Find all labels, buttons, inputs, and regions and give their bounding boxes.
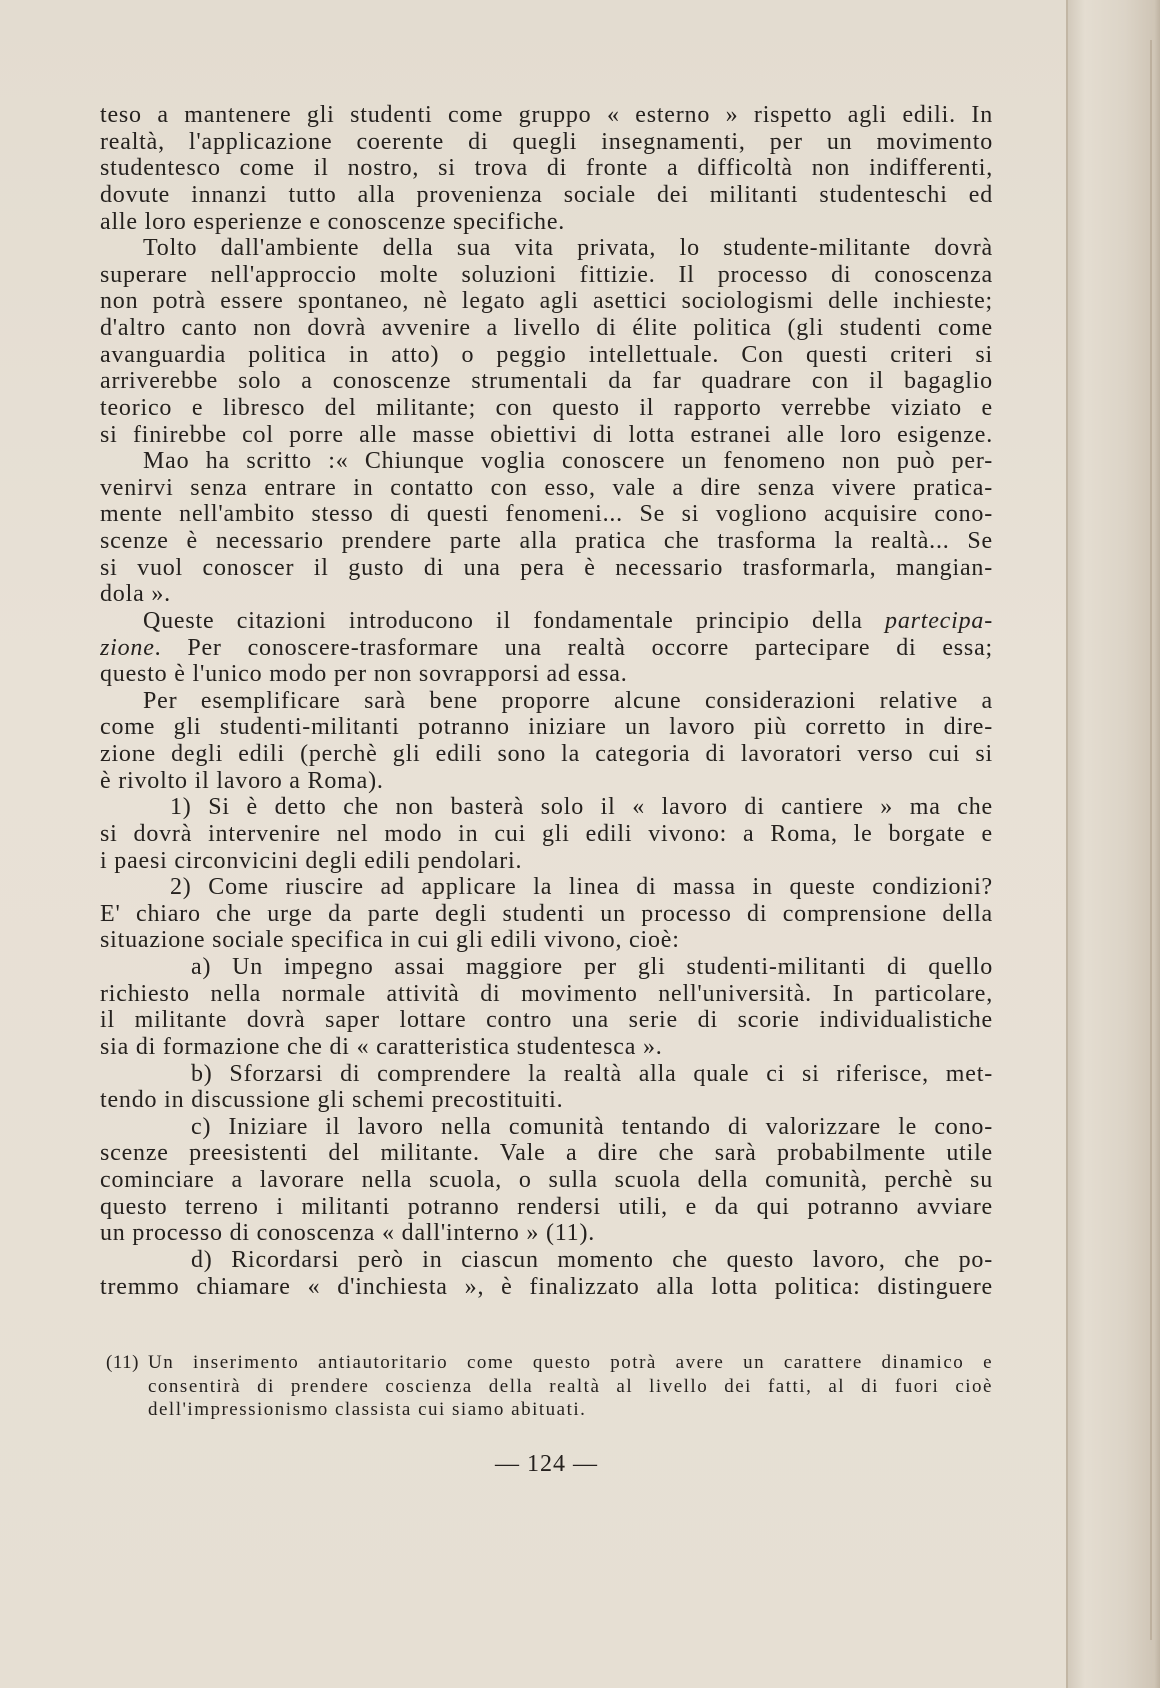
text-line: sia di formazione che di « caratteristica studentesca ». (100, 1033, 663, 1060)
text-line: realtà, l'applicazione coerente di quegli insegnamenti, per un movimento (100, 128, 993, 155)
text-line: questo è l'unico modo per non sovrapporsi ad essa. (100, 661, 628, 688)
text-line: Per esemplificare sarà bene proporre alcune considerazioni relative a (143, 687, 993, 714)
text-line: teorico e libresco del militante; con questo il rapporto verrebbe viziato e (100, 394, 993, 421)
text-line: questo terreno i militanti potranno rendersi utili, e da qui potranno avviare (100, 1193, 993, 1220)
text-line: Tolto dall'ambiente della sua vita privata, lo studente-militante dovrà (143, 235, 993, 262)
text-line: d'altro canto non dovrà avvenire a livello di élite politica (gli studenti come (100, 315, 993, 341)
text-line: dola ». (100, 581, 171, 608)
text-line: Mao ha scritto :« Chiunque voglia conoscere un fenomeno non può per- (143, 448, 993, 475)
text-line: superare nell'approccio molte soluzioni fittizie. Il processo di conoscenza (100, 261, 993, 288)
footnote-text (148, 1351, 993, 1422)
page-number: — 124 — (495, 1451, 598, 1477)
text-line: un processo di conoscenza « dall'interno » (11). (100, 1220, 596, 1247)
text-line: dovute innanzi tutto alla provenienza sociale dei militanti studenteschi ed (100, 181, 993, 208)
text-line: situazione sociale specifica in cui gli edili vivono, cioè: (100, 927, 680, 954)
footnote-line: consentirà di prendere coscienza della realtà al livello dei fatti, al di fuori cioè (148, 1375, 993, 1397)
text-line (100, 608, 993, 635)
text-line: si dovrà intervenire nel modo in cui gli edili vivono: a Roma, le borgate e (100, 820, 993, 847)
text-line: non potrà essere spontaneo, nè legato agli asettici sociologismi delle inchieste; (100, 288, 993, 315)
text-run: Queste citazioni introducono il fondamentale principio della (143, 607, 886, 634)
text-line: è rivolto il lavoro a Roma). (100, 767, 384, 794)
footnote-line: dell'impressionismo classista cui siamo abituati. (148, 1399, 587, 1420)
text-line: venirvi senza entrare in contatto con esso, vale a dire senza vivere pratica- (100, 474, 993, 501)
text-line: mente nell'ambito stesso di questi fenomeni... Se si vogliono acquisire cono- (100, 501, 993, 528)
lettered-item-line: c) Iniziare il lavoro nella comunità tentando di valorizzare le cono- (191, 1113, 993, 1140)
italic-term: zione (100, 634, 155, 661)
numbered-item-line: 2) Come riuscire ad applicare la linea di massa in queste condizioni? (170, 874, 993, 901)
text-line: teso a mantenere gli studenti come gruppo « esterno » rispetto agli edili. In (100, 102, 993, 128)
text-line (100, 635, 993, 662)
text-line: E' chiaro che urge da parte degli studenti un processo di comprensione della (100, 900, 993, 927)
text-line: richiesto nella normale attività di movimento nell'università. In particolare, (100, 980, 993, 1007)
text-line: il militante dovrà saper lottare contro una serie di scorie individualistiche (100, 1007, 993, 1034)
text-line: scenze è necessario prendere parte alla pratica che trasforma la realtà... Se (100, 528, 993, 554)
lettered-item-line: d) Ricordarsi però in ciascun momento che questo lavoro, che po- (191, 1246, 993, 1273)
text-line: cominciare a lavorare nella scuola, o sulla scuola della comunità, perchè su (100, 1167, 993, 1193)
italic-term: partecipa- (885, 607, 993, 634)
text-line: tendo in discussione gli schemi precostituiti. (100, 1087, 564, 1114)
text-line: i paesi circonvicini degli edili pendolari. (100, 847, 523, 874)
text-line: come gli studenti-militanti potranno iniziare un lavoro più corretto in dire- (100, 714, 993, 741)
text-run: . Per conoscere-trasformare una realtà occorre partecipare di essa; (154, 634, 993, 661)
lettered-item-line: b) Sforzarsi di comprendere la realtà alla quale ci si riferisce, met- (191, 1060, 993, 1087)
text-line: zione degli edili (perchè gli edili sono la categoria di lavoratori verso cui si (100, 741, 993, 767)
text-line: scenze preesistenti del militante. Vale a dire che sarà probabilmente utile (100, 1140, 993, 1167)
text-line: si finirebbe col porre alle masse obiettivi di lotta estranei alle loro esigenze. (100, 421, 993, 448)
footnote (106, 1351, 993, 1422)
text-line: tremmo chiamare « d'inchiesta », è finalizzato alla lotta politica: distinguere (100, 1273, 993, 1300)
footnote-line: Un inserimento antiautoritario come questo potrà avere un carattere dinamico e (148, 1352, 993, 1373)
numbered-item-line: 1) Si è detto che non basterà solo il « lavoro di cantiere » ma che (170, 794, 993, 821)
body-text (100, 102, 993, 1300)
footnote-marker: (11) (106, 1352, 139, 1373)
lettered-item-line: a) Un impegno assai maggiore per gli studenti-militanti di quello (191, 954, 993, 980)
text-line: arriverebbe solo a conoscenze strumentali da far quadrare con il bagaglio (100, 368, 993, 395)
text-line: studentesco come il nostro, si trova di fronte a difficoltà non indifferenti, (100, 155, 993, 182)
text-line: avanguardia politica in atto) o peggio intellettuale. Con questi criteri si (100, 341, 993, 368)
text-line: si vuol conoscer il gusto di una pera è necessario trasformarla, mangian- (100, 554, 993, 581)
book-edge (1066, 0, 1160, 1688)
book-edge-line (1150, 40, 1152, 1640)
text-line: alle loro esperienze e conoscenze specifiche. (100, 208, 566, 235)
